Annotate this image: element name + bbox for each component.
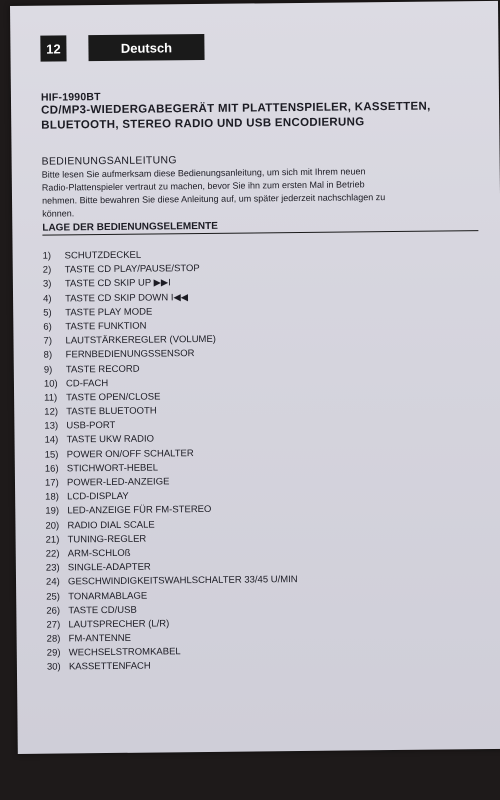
item-number: 25) <box>46 591 60 603</box>
item-number: 9) <box>43 364 53 376</box>
item-number: 20) <box>45 520 60 532</box>
item-number: 22) <box>45 548 60 560</box>
item-label: TASTE FUNKTION <box>65 320 147 333</box>
page-number: 12 <box>40 35 66 61</box>
list-item <box>47 658 299 675</box>
item-number: 18) <box>45 491 59 503</box>
item-label: POWER-LED-ANZEIGE <box>66 476 170 489</box>
item-number: 6) <box>43 321 52 333</box>
item-label: LAUTSPRECHER (L/R) <box>68 618 170 631</box>
item-label: TASTE CD SKIP DOWN I◀◀ <box>65 291 189 305</box>
item-number: 29) <box>46 647 61 659</box>
item-label: ARM-SCHLOß <box>67 547 131 560</box>
item-number: 19) <box>45 505 60 518</box>
item-number: 11) <box>44 392 58 404</box>
intro-paragraph <box>42 164 473 221</box>
intro-line: nehmen. Bitte bewahren Sie diese Anleitung auf, um später jederzeit nachschlagen zu <box>41 192 386 206</box>
item-number: 23) <box>45 562 60 574</box>
item-label: GESCHWINDIGKEITSWAHLSCHALTER 33/45 U/MIN <box>67 574 298 588</box>
model-number: HIF-1990BT <box>40 91 101 104</box>
language-label: Deutsch <box>88 34 204 61</box>
item-label: USB-PORT <box>66 420 116 432</box>
item-label: FM-ANTENNE <box>68 632 131 645</box>
item-number: 8) <box>43 349 53 361</box>
item-label: TASTE CD PLAY/PAUSE/STOP <box>64 263 200 276</box>
item-label: TASTE RECORD <box>65 363 140 375</box>
product-title-line: BLUETOOTH, STEREO RADIO UND USB ENCODIERUNG <box>41 116 365 132</box>
item-label: KASSETTENFACH <box>68 661 151 673</box>
item-label: TASTE CD SKIP UP ▶▶I <box>64 277 171 290</box>
controls-list-heading: LAGE DER BEDIENUNGSELEMENTE <box>42 218 478 236</box>
item-label: LAUTSTÄRKEREGLER (VOLUME) <box>65 333 217 347</box>
item-number: 7) <box>43 335 53 347</box>
item-label: TASTE PLAY MODE <box>65 306 153 319</box>
intro-line: Radio-Plattenspieler vertraut zu machen, bevor Sie ihn zum ersten Mal in Betrieb <box>41 179 365 193</box>
item-label: STICHWORT-HEBEL <box>66 462 159 475</box>
item-label: LED-ANZEIGE FÜR FM-STEREO <box>67 504 212 517</box>
list-item <box>46 573 298 590</box>
item-label: SCHUTZDECKEL <box>64 249 142 262</box>
item-number: 14) <box>44 434 59 447</box>
item-label: POWER ON/OFF SCHALTER <box>66 447 194 461</box>
item-label: TASTE OPEN/CLOSE <box>66 391 161 404</box>
item-label: TUNING-REGLER <box>67 533 147 546</box>
item-label: TASTE UKW RADIO <box>66 433 155 446</box>
item-number: 2) <box>42 264 52 276</box>
item-number: 1) <box>42 250 52 262</box>
item-number: 16) <box>44 463 59 475</box>
intro-line: Bitte lesen Sie aufmerksam diese Bedienungsanleitung, um sich mit Ihrem neuen <box>41 166 366 180</box>
item-label: FERNBEDIENUNGSSENSOR <box>65 348 195 361</box>
manual-page <box>10 1 500 754</box>
item-number: 13) <box>44 420 59 432</box>
item-label: LCD-DISPLAY <box>67 490 129 503</box>
item-label: TASTE BLUETOOTH <box>66 405 157 418</box>
item-number: 24) <box>45 576 60 588</box>
section-heading: BEDIENUNGSANLEITUNG <box>41 154 177 168</box>
item-number: 27) <box>46 619 61 631</box>
product-title-line: CD/MP3-WIEDERGABEGERÄT MIT PLATTENSPIELER, KASSETTEN, <box>41 100 431 117</box>
item-number: 17) <box>44 477 59 489</box>
item-number: 30) <box>46 661 61 674</box>
controls-list <box>43 247 299 675</box>
product-title <box>41 99 481 134</box>
page-header <box>40 34 204 62</box>
item-number: 5) <box>43 307 52 319</box>
item-label: TONARMABLAGE <box>68 590 148 602</box>
item-number: 4) <box>43 293 52 305</box>
item-number: 28) <box>46 633 61 645</box>
item-number: 21) <box>45 534 60 546</box>
item-number: 3) <box>42 278 52 291</box>
item-label: WECHSELSTROMKABEL <box>68 646 181 659</box>
intro-line: können. <box>42 208 75 219</box>
item-label: SINGLE-ADAPTER <box>67 561 151 574</box>
item-label: TASTE CD/USB <box>68 604 137 617</box>
item-number: 12) <box>44 406 59 418</box>
item-number: 15) <box>44 449 59 461</box>
item-label: RADIO DIAL SCALE <box>67 519 155 531</box>
item-label: CD-FACH <box>65 377 109 390</box>
item-number: 26) <box>46 605 61 617</box>
item-number: 10) <box>43 378 58 390</box>
